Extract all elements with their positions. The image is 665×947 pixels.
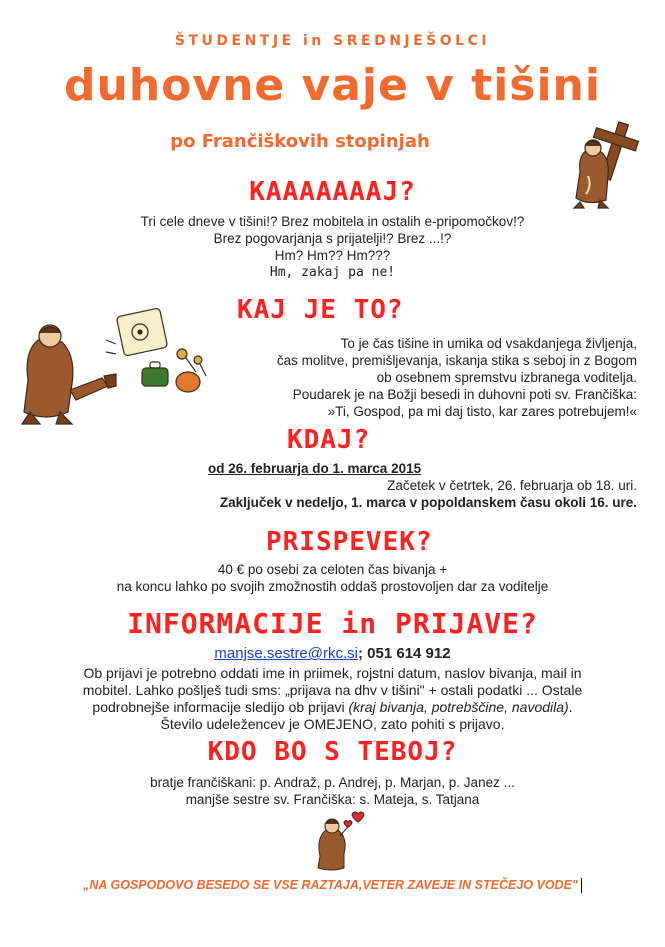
- text-line: manjše sestre sv. Frančiška: s. Mateja, s. Tatjana: [185, 792, 480, 807]
- text-line: Hm? Hm?? Hm???: [274, 248, 391, 263]
- section-heading-who: KDO BO S TEBOJ?: [207, 737, 458, 767]
- text-line: Število udeležencev je OMEJENO, zato pohiti s prijavo.: [160, 716, 505, 732]
- section-body-what-is-it: [232, 335, 637, 420]
- text-line: Tri cele dneve v tišini!? Brez mobitela in ostalih e-pripomočkov!?: [140, 214, 525, 229]
- text-line: Poudarek je na Božji besedi in duhovni poti sv. Frančiška:: [292, 387, 637, 402]
- section-body-when: [170, 460, 637, 511]
- text-line: Brez pogovarjanja s prijatelji!? Brez ...!?: [213, 231, 452, 246]
- friar-kicking-belongings-illustration: [10, 300, 225, 430]
- text-line: [60, 699, 605, 716]
- contact-line: [0, 645, 665, 662]
- text-line: bratje frančiškani: p. Andraž, p. Andrej, p. Marjan, p. Janez ...: [150, 775, 515, 790]
- section-heading-what: KAAAAAAAJ?: [249, 177, 416, 207]
- phone-number: ; 051 614 912: [358, 645, 451, 662]
- text-line: na koncu lahko po svojih zmožnostih oddaš prostovoljen dar za voditelje: [116, 579, 549, 594]
- page-subtitle: po Frančiškovih stopinjah: [170, 131, 430, 152]
- text-cursor: [581, 878, 582, 893]
- section-heading-when: KDAJ?: [287, 425, 371, 455]
- section-body-contribution: [0, 561, 665, 595]
- event-end: Zaključek v nedeljo, 1. marca v popoldanskem času okoli 16. ure.: [219, 495, 637, 510]
- section-heading-what-is-it: KAJ JE TO?: [237, 295, 404, 325]
- section-heading-contribution: PRISPEVEK?: [266, 527, 433, 557]
- text-line: Hm, zakaj pa ne!: [269, 265, 396, 280]
- event-dates: od 26. februarja do 1. marca 2015: [208, 461, 422, 476]
- friar-with-hearts-illustration: [308, 808, 366, 872]
- event-start: Začetek v četrtek, 26. februarja ob 18. uri.: [387, 478, 637, 493]
- text-line: Ob prijavi je potrebno oddati ime in priimek, rojstni datum, naslov bivanja, mail in: [83, 665, 582, 681]
- section-body-who: [0, 774, 665, 808]
- header-kicker: ŠTUDENTJE in SREDNJEŠOLCI: [174, 33, 491, 49]
- text-fragment: .: [568, 699, 573, 715]
- text-fragment-italic: (kraj bivanja, potrebščine, navodila): [348, 699, 569, 715]
- text-fragment: podrobnejše informacije sledijo ob prijavi: [92, 699, 349, 715]
- page-title: duhovne vaje v tišini: [64, 60, 601, 111]
- text-line: To je čas tišine in umika od vsakdanjega življenja,: [340, 336, 637, 351]
- section-body-what: [0, 213, 665, 281]
- text-line: »Ti, Gospod, pa mi daj tisto, kar zares potrebujem!«: [327, 404, 637, 419]
- section-heading-info: INFORMACIJE in PRIJAVE?: [127, 607, 538, 640]
- text-line: 40 € po osebi za celoten čas bivanja +: [217, 562, 448, 577]
- motto-text: „NA GOSPODOVO BESEDO SE VSE RAZTAJA,VETER ZAVEJE IN STEČEJO VODE": [83, 878, 578, 892]
- section-body-info: [60, 665, 605, 733]
- text-line: čas molitve, premišljevanja, iskanja stika s seboj in z Bogom: [276, 353, 637, 368]
- text-line: ob osebnem spremstvu izbranega voditelja.: [376, 370, 637, 385]
- text-line: mobitel. Lahko pošlješ tudi sms: „prijava na dhv v tišini" + ostali podatki ... Ostale: [82, 682, 583, 698]
- email-link[interactable]: manjse.sestre@rkc.si: [214, 645, 358, 662]
- closing-motto: [0, 878, 665, 893]
